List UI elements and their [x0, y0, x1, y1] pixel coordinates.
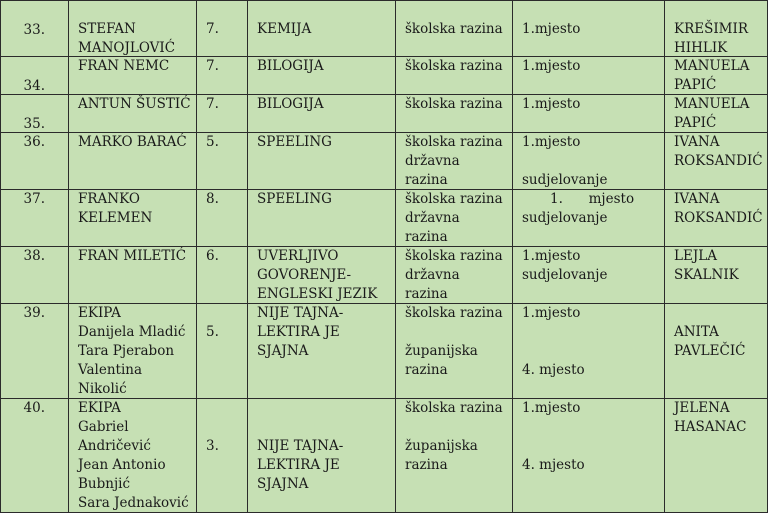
- student-name: MARKO BARAĆ: [78, 134, 187, 150]
- subject: BILOGIJA: [257, 96, 324, 112]
- result: 4. mjesto: [522, 362, 585, 378]
- subject: ENGLESKI JEZIK: [257, 286, 378, 302]
- mentor: PAPIĆ: [674, 115, 717, 131]
- row-number: 40.: [23, 400, 45, 416]
- grade: 5.: [206, 324, 219, 340]
- competition-level: županijska: [405, 438, 478, 454]
- grade: 7.: [206, 21, 219, 37]
- row-number: 33.: [23, 22, 45, 38]
- table-row: [0, 57, 768, 95]
- grade: 7.: [206, 58, 219, 74]
- result: 1.mjesto: [522, 96, 581, 112]
- result: sudjelovanje: [522, 172, 608, 188]
- subject: NIJE TAJNA-: [257, 305, 344, 321]
- mentor: MANUELA: [674, 96, 750, 112]
- row-number: 36.: [23, 134, 45, 150]
- result: 1.mjesto: [522, 21, 581, 37]
- competition-level: državna: [405, 267, 460, 283]
- competition-level: školska razina: [405, 400, 503, 416]
- competition-level: županijska: [405, 343, 478, 359]
- result: 1.mjesto: [522, 400, 581, 416]
- student-name: Valentina: [78, 362, 143, 378]
- student-name: MANOJLOVIĆ: [78, 40, 176, 56]
- subject: SJAJNA: [257, 476, 309, 492]
- grade: 7.: [206, 96, 219, 112]
- mentor: PAVLEČIĆ: [674, 343, 746, 359]
- grade: 6.: [206, 248, 219, 264]
- row-number: 38.: [23, 248, 45, 264]
- student-name: Gabriel: [78, 419, 129, 435]
- student-name: Bubnjić: [78, 476, 131, 492]
- competition-level: razina: [405, 229, 448, 245]
- competition-level: školska razina: [405, 305, 503, 321]
- student-name: Jean Antonio: [78, 457, 166, 473]
- table-row: [0, 0, 768, 57]
- subject: BILOGIJA: [257, 58, 324, 74]
- mentor: HIHLIK: [674, 40, 728, 56]
- competition-level: razina: [405, 457, 448, 473]
- subject: NIJE TAJNA-: [257, 438, 344, 454]
- mentor: HASANAC: [674, 419, 747, 435]
- competition-level: školska razina: [405, 191, 503, 207]
- competition-level: državna: [405, 153, 460, 169]
- competition-level: školska razina: [405, 21, 503, 37]
- mentor: MANUELA: [674, 58, 750, 74]
- grade: 5.: [206, 134, 219, 150]
- student-name: ANTUN ŠUSTIĆ: [78, 96, 191, 112]
- competition-level: razina: [405, 286, 448, 302]
- result: 1. mjesto: [550, 191, 635, 207]
- result: sudjelovanje: [522, 210, 608, 226]
- grade: 3.: [206, 438, 219, 454]
- student-name: FRAN MILETIĆ: [78, 248, 187, 264]
- mentor: ROKSANDIĆ: [674, 210, 763, 226]
- competition-level: školska razina: [405, 134, 503, 150]
- subject: KEMIJA: [257, 21, 312, 37]
- subject: SPEELING: [257, 134, 332, 150]
- student-name: STEFAN: [78, 21, 136, 37]
- competition-level: školska razina: [405, 96, 503, 112]
- subject: LEKTIRA JE: [257, 324, 340, 340]
- competition-level: školska razina: [405, 248, 503, 264]
- result: 1.mjesto: [522, 305, 581, 321]
- competition-level: školska razina: [405, 58, 503, 74]
- subject: UVERLJIVO: [257, 248, 339, 264]
- student-name: Andričević: [78, 438, 151, 454]
- table-row: [0, 190, 768, 247]
- mentor: JELENA: [674, 400, 730, 416]
- mentor: IVANA: [674, 134, 720, 150]
- table-row: [0, 399, 768, 513]
- result: 1.mjesto: [522, 134, 581, 150]
- competition-level: razina: [405, 362, 448, 378]
- table-row: [0, 95, 768, 133]
- result: sudjelovanje: [522, 267, 608, 283]
- row-number: 39.: [23, 305, 45, 321]
- table-row: [0, 247, 768, 304]
- result: 4. mjesto: [522, 457, 585, 473]
- mentor: ROKSANDIĆ: [674, 153, 763, 169]
- subject: SJAJNA: [257, 343, 309, 359]
- mentor: KREŠIMIR: [674, 21, 749, 37]
- subject: GOVORENJE-: [257, 267, 352, 283]
- student-name: Tara Pjerabon: [78, 343, 175, 359]
- subject: LEKTIRA JE: [257, 457, 340, 473]
- student-name: FRANKO: [78, 191, 140, 207]
- table-row: [0, 133, 768, 190]
- row-number: 35.: [23, 116, 45, 132]
- mentor: IVANA: [674, 191, 720, 207]
- mentor: PAPIĆ: [674, 77, 717, 93]
- row-number: 37.: [23, 191, 45, 207]
- student-name: Danijela Mladić: [78, 324, 186, 340]
- student-name: Sara Jednaković: [78, 495, 189, 511]
- student-name: KELEMEN: [78, 210, 153, 226]
- mentor: ANITA: [674, 324, 719, 340]
- competition-level: razina: [405, 172, 448, 188]
- competition-level: državna: [405, 210, 460, 226]
- student-name: Nikolić: [78, 381, 127, 397]
- result: 1.mjesto: [522, 248, 581, 264]
- grade: 8.: [206, 191, 219, 207]
- mentor: SKALNIK: [674, 267, 739, 283]
- table-row: [0, 304, 768, 399]
- result: 1.mjesto: [522, 58, 581, 74]
- mentor: LEJLA: [674, 248, 717, 264]
- student-name: FRAN NEMC: [78, 58, 170, 74]
- subject: SPEELING: [257, 191, 332, 207]
- row-number: 34.: [23, 78, 45, 94]
- team-label: EKIPA: [78, 305, 121, 321]
- team-label: EKIPA: [78, 400, 121, 416]
